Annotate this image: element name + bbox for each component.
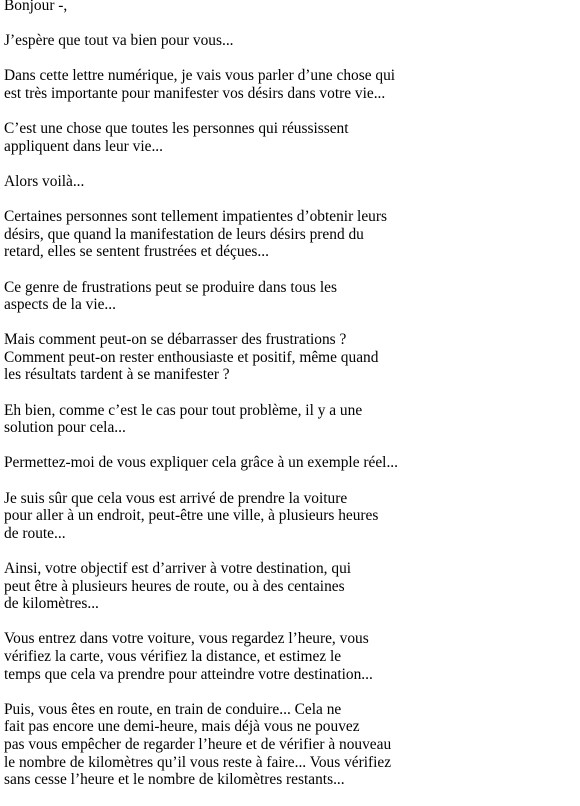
text-line: de kilomètres... (4, 595, 99, 613)
text-line: pour aller à un endroit, peut-être une ville, à plusieurs heures (4, 507, 379, 525)
text-line: Permettez-moi de vous expliquer cela grâce à un exemple réel... (4, 454, 398, 472)
paragraph (4, 32, 576, 50)
text-line: de route... (4, 524, 66, 542)
text-line: est très importante pour manifester vos désirs dans votre vie... (4, 84, 386, 102)
paragraph (4, 331, 576, 384)
paragraph (4, 402, 576, 437)
text-line: Ainsi, votre objectif est d’arriver à votre destination, qui (4, 560, 352, 577)
paragraph (4, 208, 576, 261)
text-line: Puis, vous êtes en route, en train de conduire... Cela ne (4, 700, 342, 718)
paragraph (4, 701, 576, 789)
paragraph (4, 630, 576, 683)
paragraph (4, 67, 576, 102)
text-line: peut être à plusieurs heures de route, ou à des centaines (4, 577, 345, 595)
text-line: solution pour cela... (4, 419, 126, 437)
text-line: aspects de la vie... (4, 296, 116, 314)
text-line: les résultats tardent à se manifester ? (4, 366, 230, 384)
text-line: Mais comment peut-on se débarrasser des frustrations ? (4, 331, 347, 349)
text-line: temps que cela va prendre pour atteindre votre destination... (4, 665, 373, 683)
paragraph (4, 173, 576, 191)
text-line: Dans cette lettre numérique, je vais vous parler d’une chose qui (4, 67, 396, 85)
text-line: pas vous empêcher de regarder l’heure et de vérifier à nouveau (4, 735, 392, 753)
text-line: Vous entrez dans votre voiture, vous regardez l’heure, vous (4, 630, 369, 648)
text-line: désirs, que quand la manifestation de leurs désirs prend du (4, 225, 364, 243)
text-line: C’est une chose que toutes les personnes qui réussissent (4, 120, 349, 138)
text-line: Certaines personnes sont tellement impatientes d’obtenir leurs (4, 208, 387, 226)
text-line: Je suis sûr que cela vous est arrivé de prendre la voiture (4, 489, 348, 507)
paragraph (4, 120, 576, 155)
paragraph (4, 560, 576, 613)
text-line: le nombre de kilomètres qu’il vous reste à faire... Vous vérifiez (4, 753, 392, 771)
text-line: Bonjour -, (4, 0, 68, 14)
text-line: appliquent dans leur vie... (4, 137, 163, 155)
letter-body (4, 0, 576, 806)
paragraph (4, 279, 576, 314)
text-line: vérifiez la carte, vous vérifiez la distance, et estimez le (4, 647, 342, 665)
paragraph (4, 490, 576, 543)
text-line: Eh bien, comme c’est le cas pour tout problème, il y a une (4, 401, 363, 419)
paragraph (4, 454, 576, 472)
paragraph (4, 0, 576, 15)
text-line: sans cesse l’heure et le nombre de kilomètres restants... (4, 771, 345, 789)
text-line: Ce genre de frustrations peut se produire dans tous les (4, 278, 337, 296)
text-line: retard, elles se sentent frustrées et déçues... (4, 243, 269, 261)
text-line: Alors voilà... (4, 172, 85, 190)
text-line: fait pas encore une demi-heure, mais déjà vous ne pouvez (4, 718, 360, 736)
text-line: Comment peut-on rester enthousiaste et positif, même quand (4, 348, 379, 366)
text-line: J’espère que tout va bien pour vous... (4, 32, 234, 50)
